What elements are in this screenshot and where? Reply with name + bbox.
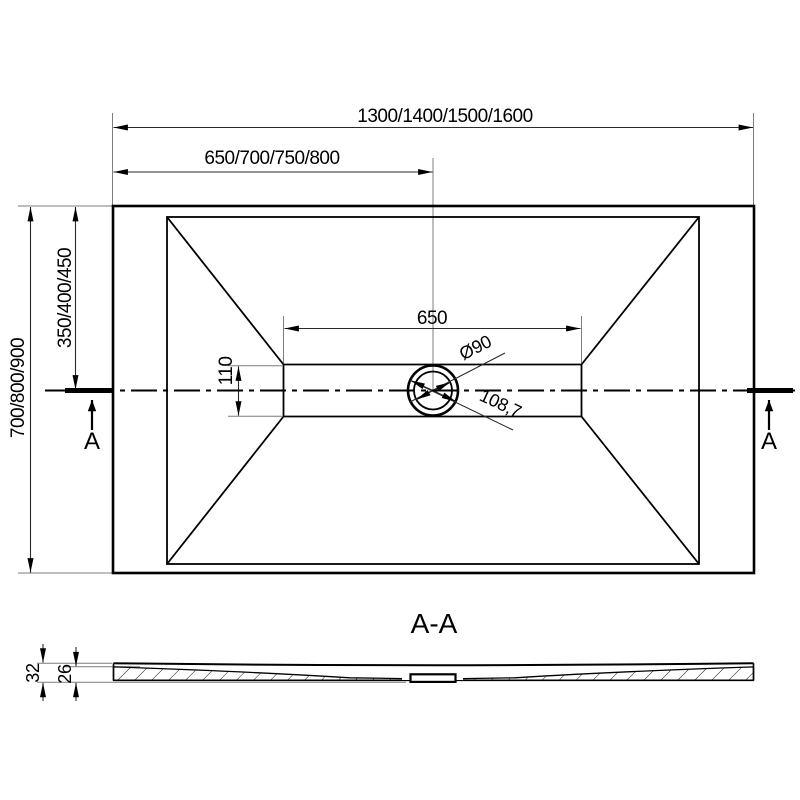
top-view [8,106,795,573]
section-title: A-A [410,608,458,639]
section-view [23,608,754,701]
drain-outlet [411,674,456,682]
section-marker-left-label: A [83,428,101,455]
extension-lines [18,113,754,573]
dim-flat-width-label: 110 [216,356,237,386]
dim-total-height-label: 32 [23,663,43,683]
dim-edge-height-label: 26 [55,664,75,684]
dim-drain-diameter-label: Ø90 [455,331,495,365]
dim-half-width-label: 350/400/450 [55,247,76,349]
section-marker-right-label: A [760,428,778,455]
dim-half-length-label: 650/700/750/800 [204,148,340,169]
dim-total-length-label: 1300/1400/1500/1600 [357,106,533,127]
dim-drain-flange-label: 108,7 [476,385,525,422]
dimension-lines [31,128,754,573]
dim-total-width-label: 700/800/900 [8,337,29,439]
dim-flat-length-label: 650 [416,308,448,329]
section-profile [114,663,754,682]
